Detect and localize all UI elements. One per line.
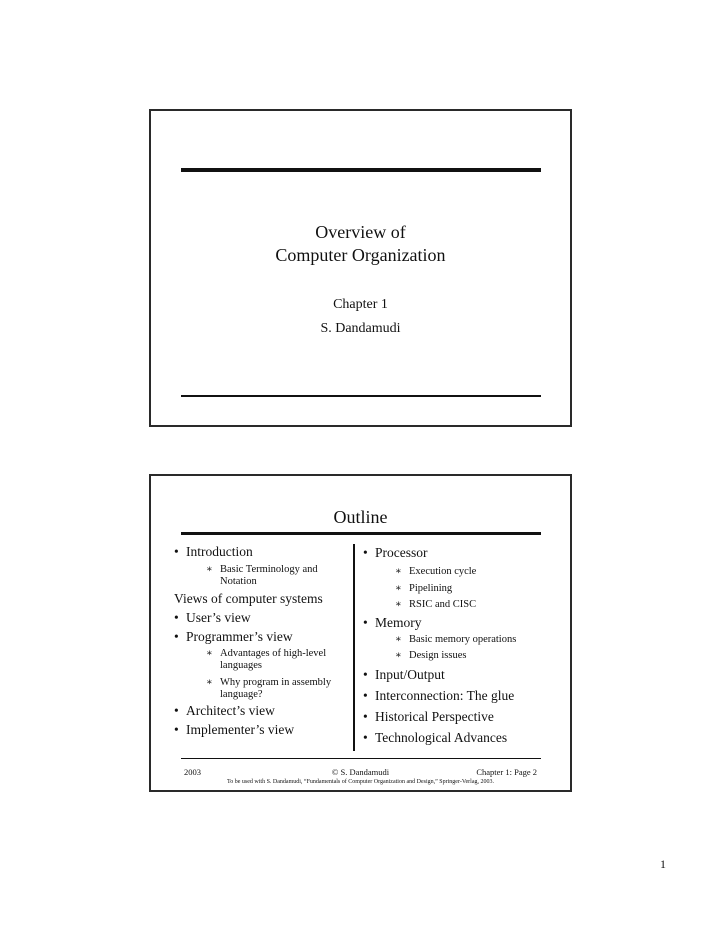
outline-item: • User’s view — [172, 610, 348, 626]
outline-subitem: ∗ Basic memory operations — [361, 634, 551, 646]
title-line-1: Overview of — [315, 222, 406, 242]
footer-note: To be used with S. Dandamudi, “Fundamentals of Computer Organization and Design,” Springer-Verlag, 2003. — [227, 779, 494, 785]
author-name: S. Dandamudi — [320, 321, 401, 336]
column-divider — [353, 544, 355, 751]
footer-page: Chapter 1: Page 2 — [476, 767, 537, 777]
title-line-2: Computer Organization — [275, 245, 446, 265]
chapter-label: Chapter 1 — [333, 297, 388, 312]
outline-item: • Implementer’s view — [172, 722, 348, 738]
outline-subitem: ∗ Execution cycle — [361, 566, 551, 578]
outline-right-column — [361, 545, 551, 746]
outline-slide — [149, 474, 572, 792]
top-rule — [181, 532, 541, 535]
outline-subitem: ∗ Pipelining — [361, 583, 551, 595]
slide-title: Outline — [333, 507, 388, 527]
outline-item: • Historical Perspective — [361, 709, 551, 725]
outline-item: • Memory — [361, 615, 551, 631]
outline-subitem: ∗ Design issues — [361, 650, 551, 662]
footer-year: 2003 — [184, 767, 201, 777]
outline-item: • Technological Advances — [361, 730, 551, 746]
outline-item: • Input/Output — [361, 667, 551, 683]
outline-heading: Views of computer systems — [174, 591, 323, 606]
outline-subitem: ∗ Why program in assembly language? — [172, 677, 348, 700]
outline-item: • Architect’s view — [172, 703, 348, 719]
outline-left-column — [172, 544, 348, 738]
outline-subitem: ∗ Advantages of high-level languages — [172, 648, 348, 671]
outline-subitem: ∗ Basic Terminology and Notation — [172, 564, 348, 587]
footer-rule — [181, 758, 541, 759]
outline-item: • Processor — [361, 545, 551, 561]
bottom-rule — [181, 395, 541, 397]
outline-item: • Introduction — [172, 544, 348, 560]
page-number: 1 — [660, 857, 666, 871]
footer-copyright: © S. Dandamudi — [331, 767, 390, 777]
slide-subtitle — [151, 293, 570, 341]
slide-title — [151, 221, 570, 267]
outline-subitem: ∗ RSIC and CISC — [361, 599, 551, 611]
outline-item: • Interconnection: The glue — [361, 688, 551, 704]
title-slide — [149, 109, 572, 427]
top-rule — [181, 168, 541, 172]
outline-item: • Programmer’s view — [172, 629, 348, 645]
